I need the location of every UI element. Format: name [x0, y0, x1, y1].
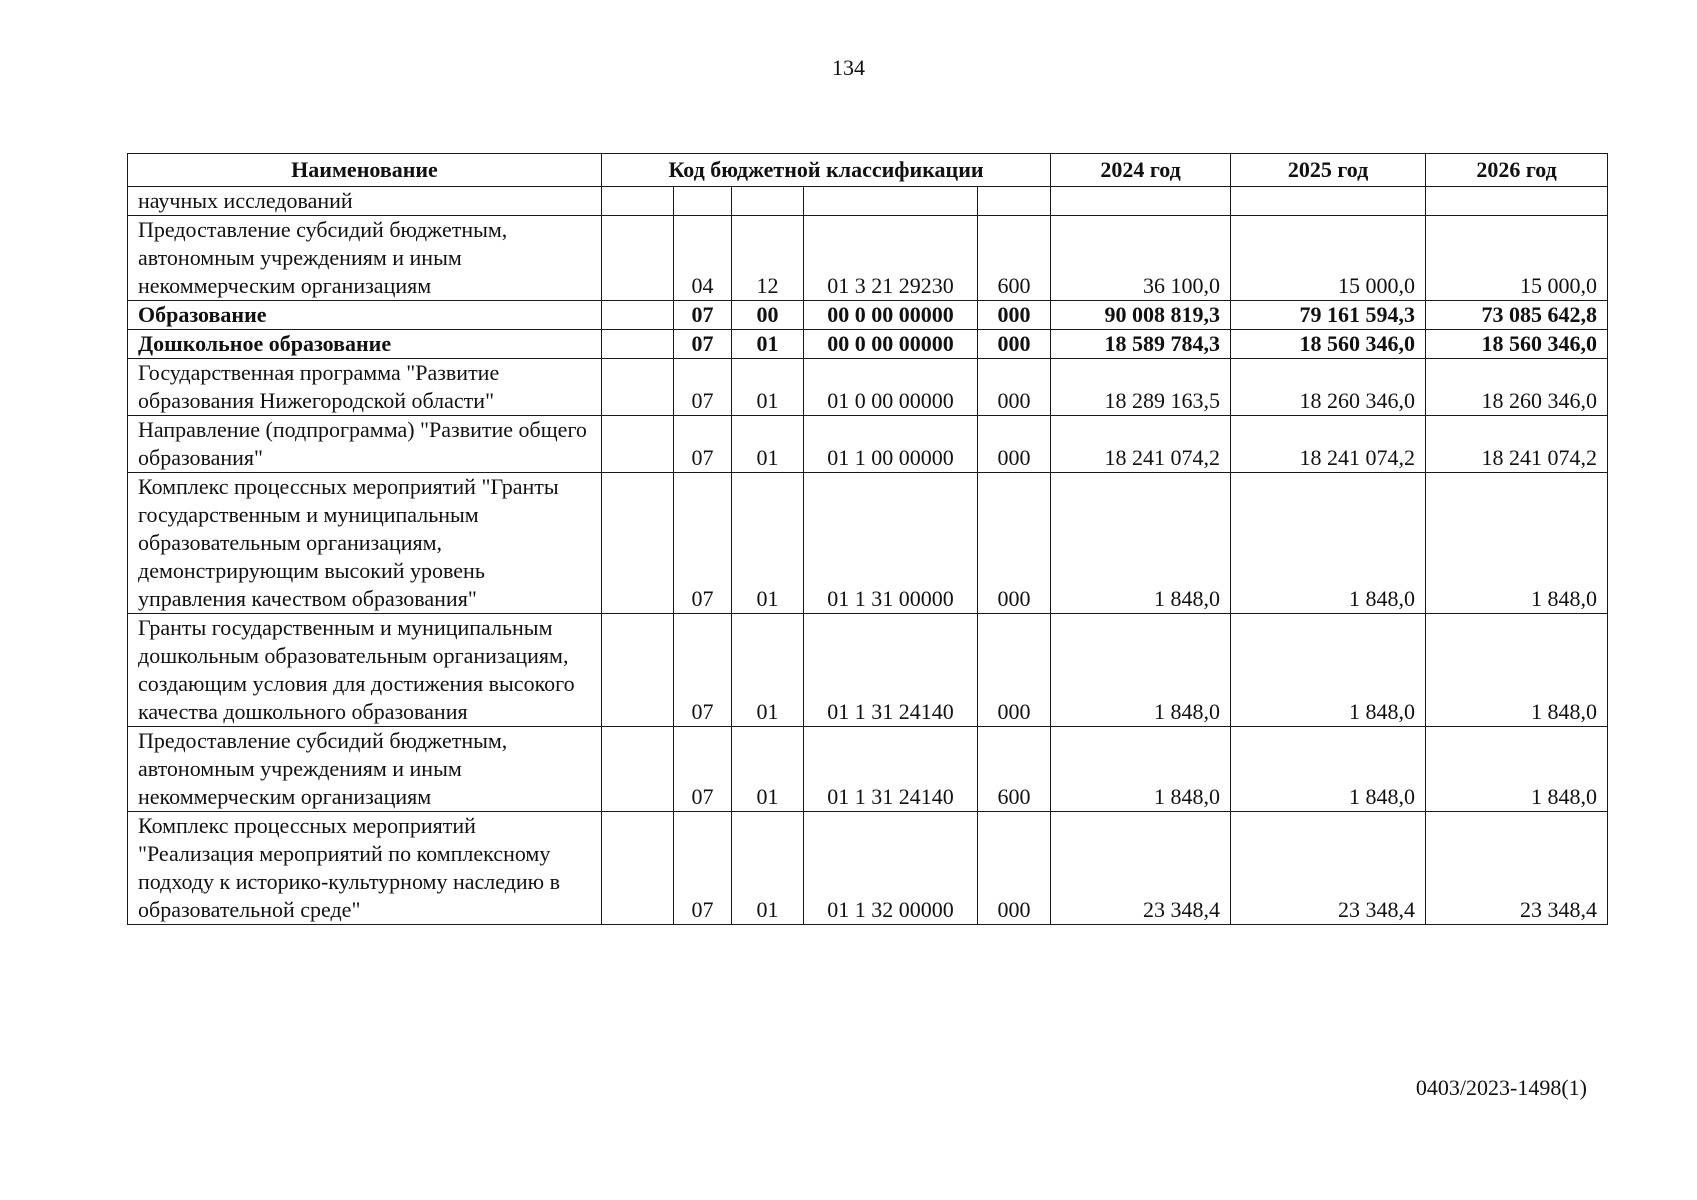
cell-expense-type: 000 — [978, 473, 1051, 614]
cell-amount-2024: 1 848,0 — [1051, 614, 1231, 727]
cell-code-empty — [602, 301, 674, 330]
cell-amount-2025: 23 348,4 — [1231, 812, 1426, 925]
cell-amount-2024: 90 008 819,3 — [1051, 301, 1231, 330]
cell-amount-2024 — [1051, 187, 1231, 216]
table-row — [128, 473, 1608, 614]
cell-amount-2024: 18 289 163,5 — [1051, 359, 1231, 416]
cell-target-article: 00 0 00 00000 — [804, 330, 978, 359]
header-budget-code: Код бюджетной классификации — [602, 154, 1051, 187]
budget-table — [127, 153, 1608, 925]
cell-expense-type: 000 — [978, 614, 1051, 727]
cell-amount-2026: 1 848,0 — [1426, 473, 1608, 614]
cell-amount-2026: 18 260 346,0 — [1426, 359, 1608, 416]
cell-expense-type — [978, 187, 1051, 216]
cell-name: Государственная программа "Развитие образования Нижегородской области" — [128, 359, 602, 416]
header-name: Наименование — [128, 154, 602, 187]
cell-name: Предоставление субсидий бюджетным, автономным учреждениям и иным некоммерческим организациям — [128, 216, 602, 301]
cell-name: Комплекс процессных мероприятий "Реализация мероприятий по комплексному подходу к историко-культурному наследию в образовательной среде" — [128, 812, 602, 925]
cell-section: 07 — [674, 301, 732, 330]
cell-target-article: 01 1 00 00000 — [804, 416, 978, 473]
cell-target-article: 01 1 31 24140 — [804, 614, 978, 727]
cell-amount-2026: 1 848,0 — [1426, 727, 1608, 812]
cell-subsection: 01 — [732, 473, 804, 614]
cell-code-empty — [602, 812, 674, 925]
document-code: 0403/2023-1498(1) — [1415, 1075, 1587, 1100]
cell-amount-2026: 23 348,4 — [1426, 812, 1608, 925]
cell-subsection — [732, 187, 804, 216]
cell-code-empty — [602, 216, 674, 301]
cell-subsection: 12 — [732, 216, 804, 301]
table-row — [128, 812, 1608, 925]
cell-subsection: 01 — [732, 330, 804, 359]
cell-amount-2024: 18 241 074,2 — [1051, 416, 1231, 473]
cell-amount-2025: 1 848,0 — [1231, 727, 1426, 812]
header-2026: 2026 год — [1426, 154, 1608, 187]
cell-amount-2025: 1 848,0 — [1231, 614, 1426, 727]
cell-expense-type: 000 — [978, 330, 1051, 359]
cell-amount-2025: 1 848,0 — [1231, 473, 1426, 614]
cell-amount-2024: 23 348,4 — [1051, 812, 1231, 925]
cell-amount-2025 — [1231, 187, 1426, 216]
cell-amount-2026: 1 848,0 — [1426, 614, 1608, 727]
cell-code-empty — [602, 330, 674, 359]
cell-section — [674, 187, 732, 216]
cell-amount-2025: 79 161 594,3 — [1231, 301, 1426, 330]
cell-subsection: 01 — [732, 812, 804, 925]
page-number: 134 — [832, 55, 865, 80]
cell-code-empty — [602, 359, 674, 416]
cell-subsection: 00 — [732, 301, 804, 330]
cell-code-empty — [602, 416, 674, 473]
cell-section: 07 — [674, 614, 732, 727]
cell-name: Гранты государственным и муниципальным дошкольным образовательным организациям, создающим условия для достижения высокого качества дошкольного образования — [128, 614, 602, 727]
cell-amount-2024: 1 848,0 — [1051, 473, 1231, 614]
cell-expense-type: 000 — [978, 416, 1051, 473]
cell-expense-type: 000 — [978, 812, 1051, 925]
header-2024: 2024 год — [1051, 154, 1231, 187]
table-row — [128, 614, 1608, 727]
cell-amount-2026: 15 000,0 — [1426, 216, 1608, 301]
cell-amount-2025: 18 241 074,2 — [1231, 416, 1426, 473]
cell-expense-type: 000 — [978, 359, 1051, 416]
header-2025: 2025 год — [1231, 154, 1426, 187]
cell-name: Предоставление субсидий бюджетным, автономным учреждениям и иным некоммерческим организациям — [128, 727, 602, 812]
cell-section: 04 — [674, 216, 732, 301]
cell-section: 07 — [674, 330, 732, 359]
cell-target-article: 00 0 00 00000 — [804, 301, 978, 330]
cell-target-article: 01 3 21 29230 — [804, 216, 978, 301]
cell-name: Направление (подпрограмма) "Развитие общего образования" — [128, 416, 602, 473]
cell-amount-2025: 18 560 346,0 — [1231, 330, 1426, 359]
cell-name: Образование — [128, 301, 602, 330]
cell-name: научных исследований — [128, 187, 602, 216]
cell-name: Дошкольное образование — [128, 330, 602, 359]
cell-target-article: 01 1 32 00000 — [804, 812, 978, 925]
cell-subsection: 01 — [732, 614, 804, 727]
cell-subsection: 01 — [732, 359, 804, 416]
cell-name: Комплекс процессных мероприятий "Гранты государственным и муниципальным образовательным организациям, демонстрирующим высокий уровень управления качеством образования" — [128, 473, 602, 614]
cell-amount-2025: 18 260 346,0 — [1231, 359, 1426, 416]
table-row — [128, 727, 1608, 812]
cell-section: 07 — [674, 727, 732, 812]
cell-subsection: 01 — [732, 416, 804, 473]
cell-amount-2024: 1 848,0 — [1051, 727, 1231, 812]
cell-target-article: 01 1 31 00000 — [804, 473, 978, 614]
table-body — [128, 187, 1608, 925]
cell-amount-2025: 15 000,0 — [1231, 216, 1426, 301]
cell-section: 07 — [674, 473, 732, 614]
cell-code-empty — [602, 727, 674, 812]
cell-expense-type: 000 — [978, 301, 1051, 330]
cell-amount-2026: 18 560 346,0 — [1426, 330, 1608, 359]
cell-expense-type: 600 — [978, 727, 1051, 812]
cell-code-empty — [602, 614, 674, 727]
cell-target-article: 01 1 31 24140 — [804, 727, 978, 812]
cell-amount-2026: 18 241 074,2 — [1426, 416, 1608, 473]
table-row — [128, 416, 1608, 473]
table-header-row — [128, 154, 1608, 187]
table-row — [128, 187, 1608, 216]
cell-code-empty — [602, 187, 674, 216]
cell-amount-2024: 36 100,0 — [1051, 216, 1231, 301]
table-row — [128, 330, 1608, 359]
cell-section: 07 — [674, 812, 732, 925]
cell-target-article: 01 0 00 00000 — [804, 359, 978, 416]
table-row — [128, 301, 1608, 330]
cell-target-article — [804, 187, 978, 216]
table-row — [128, 359, 1608, 416]
cell-amount-2026: 73 085 642,8 — [1426, 301, 1608, 330]
cell-amount-2026 — [1426, 187, 1608, 216]
cell-section: 07 — [674, 416, 732, 473]
cell-subsection: 01 — [732, 727, 804, 812]
cell-code-empty — [602, 473, 674, 614]
cell-section: 07 — [674, 359, 732, 416]
cell-amount-2024: 18 589 784,3 — [1051, 330, 1231, 359]
table-row — [128, 216, 1608, 301]
cell-expense-type: 600 — [978, 216, 1051, 301]
